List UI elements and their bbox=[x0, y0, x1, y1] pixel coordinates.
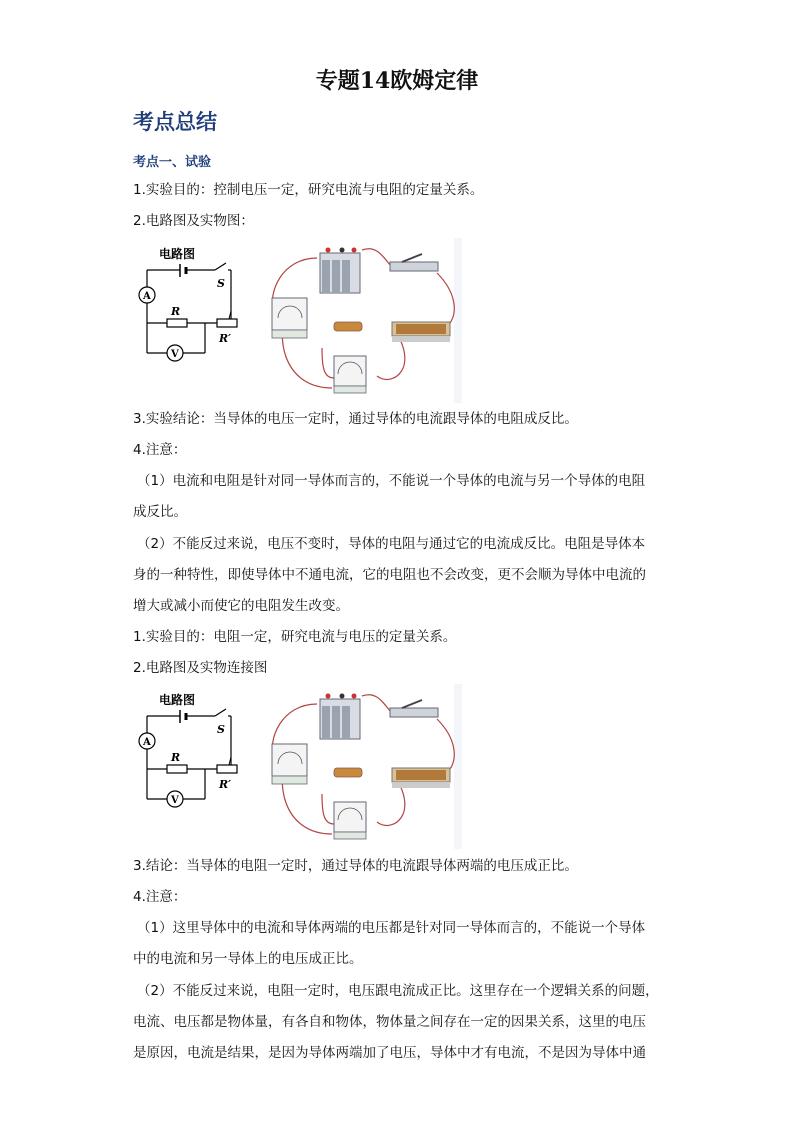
text-line: 中的电流和另一导体上的电压成正比。 bbox=[133, 951, 363, 967]
rheostat-label: R′ bbox=[219, 332, 232, 345]
resistor-label: R bbox=[171, 751, 181, 764]
text-line: 2.电路图及实物连接图 bbox=[133, 660, 268, 676]
ammeter-label: A bbox=[143, 291, 151, 302]
text-line: 身的一种特性，即使导体中不通电流，它的电阻也不会改变，更不会顺为导体中电流的 bbox=[133, 567, 646, 583]
text-line: （1）这里导体中的电流和导体两端的电压都是针对同一导体而言的，不能说一个导体 bbox=[137, 920, 646, 936]
text-line: 4.注意： bbox=[133, 442, 187, 458]
voltmeter-label: V bbox=[171, 349, 179, 360]
apparatus-photo-2 bbox=[262, 684, 462, 849]
text-line: 成反比。 bbox=[133, 504, 187, 520]
switch-label: S bbox=[217, 723, 225, 736]
text-line: 电流、电压都是物体量，有各自和物体，物体量之间存在一定的因果关系，这里的电压 bbox=[133, 1014, 646, 1030]
text-line: 3.实验结论：当导体的电压一定时，通过导体的电流跟导体的电阻成反比。 bbox=[133, 411, 578, 427]
text-line: 增大或减小而使它的电阻发生改变。 bbox=[133, 598, 349, 614]
text-line: 3.结论：当导体的电阻一定时，通过导体的电流跟导体两端的电压成正比。 bbox=[133, 858, 578, 874]
circuit-diagram-1 bbox=[133, 240, 243, 365]
section-heading: 考点总结 bbox=[133, 109, 217, 134]
text-line: （2）不能反过来说，电阻一定时，电压跟电流成正比。这里存在一个逻辑关系的问题， bbox=[137, 983, 659, 999]
text-line: （1）电流和电阻是针对同一导体而言的，不能说一个导体的电流与另一个导体的电阻 bbox=[137, 473, 646, 489]
text-line: 2.电路图及实物图： bbox=[133, 213, 254, 229]
switch-label: S bbox=[217, 277, 225, 290]
text-line: 4.注意： bbox=[133, 889, 187, 905]
circuit-label: 电路图 bbox=[159, 247, 196, 261]
subsection-heading: 考点一、试验 bbox=[133, 155, 212, 170]
text-line: 1.实验目的：电阻一定，研究电流与电压的定量关系。 bbox=[133, 629, 457, 645]
rheostat-label: R′ bbox=[219, 778, 232, 791]
resistor-label: R bbox=[171, 305, 181, 318]
circuit-diagram-2 bbox=[133, 686, 243, 811]
apparatus-photo-1 bbox=[262, 238, 462, 403]
voltmeter-label: V bbox=[171, 795, 179, 806]
text-line: 是原因，电流是结果，是因为导体两端加了电压，导体中才有电流，不是因为导体中通 bbox=[133, 1045, 646, 1061]
text-line: 1.实验目的：控制电压一定，研究电流与电阻的定量关系。 bbox=[133, 182, 484, 198]
page-title: 专题14欧姆定律 bbox=[315, 68, 479, 94]
circuit-label: 电路图 bbox=[159, 693, 196, 707]
text-line: （2）不能反过来说，电压不变时，导体的电阻与通过它的电流成反比。电阻是导体本 bbox=[137, 536, 646, 552]
ammeter-label: A bbox=[143, 737, 151, 748]
